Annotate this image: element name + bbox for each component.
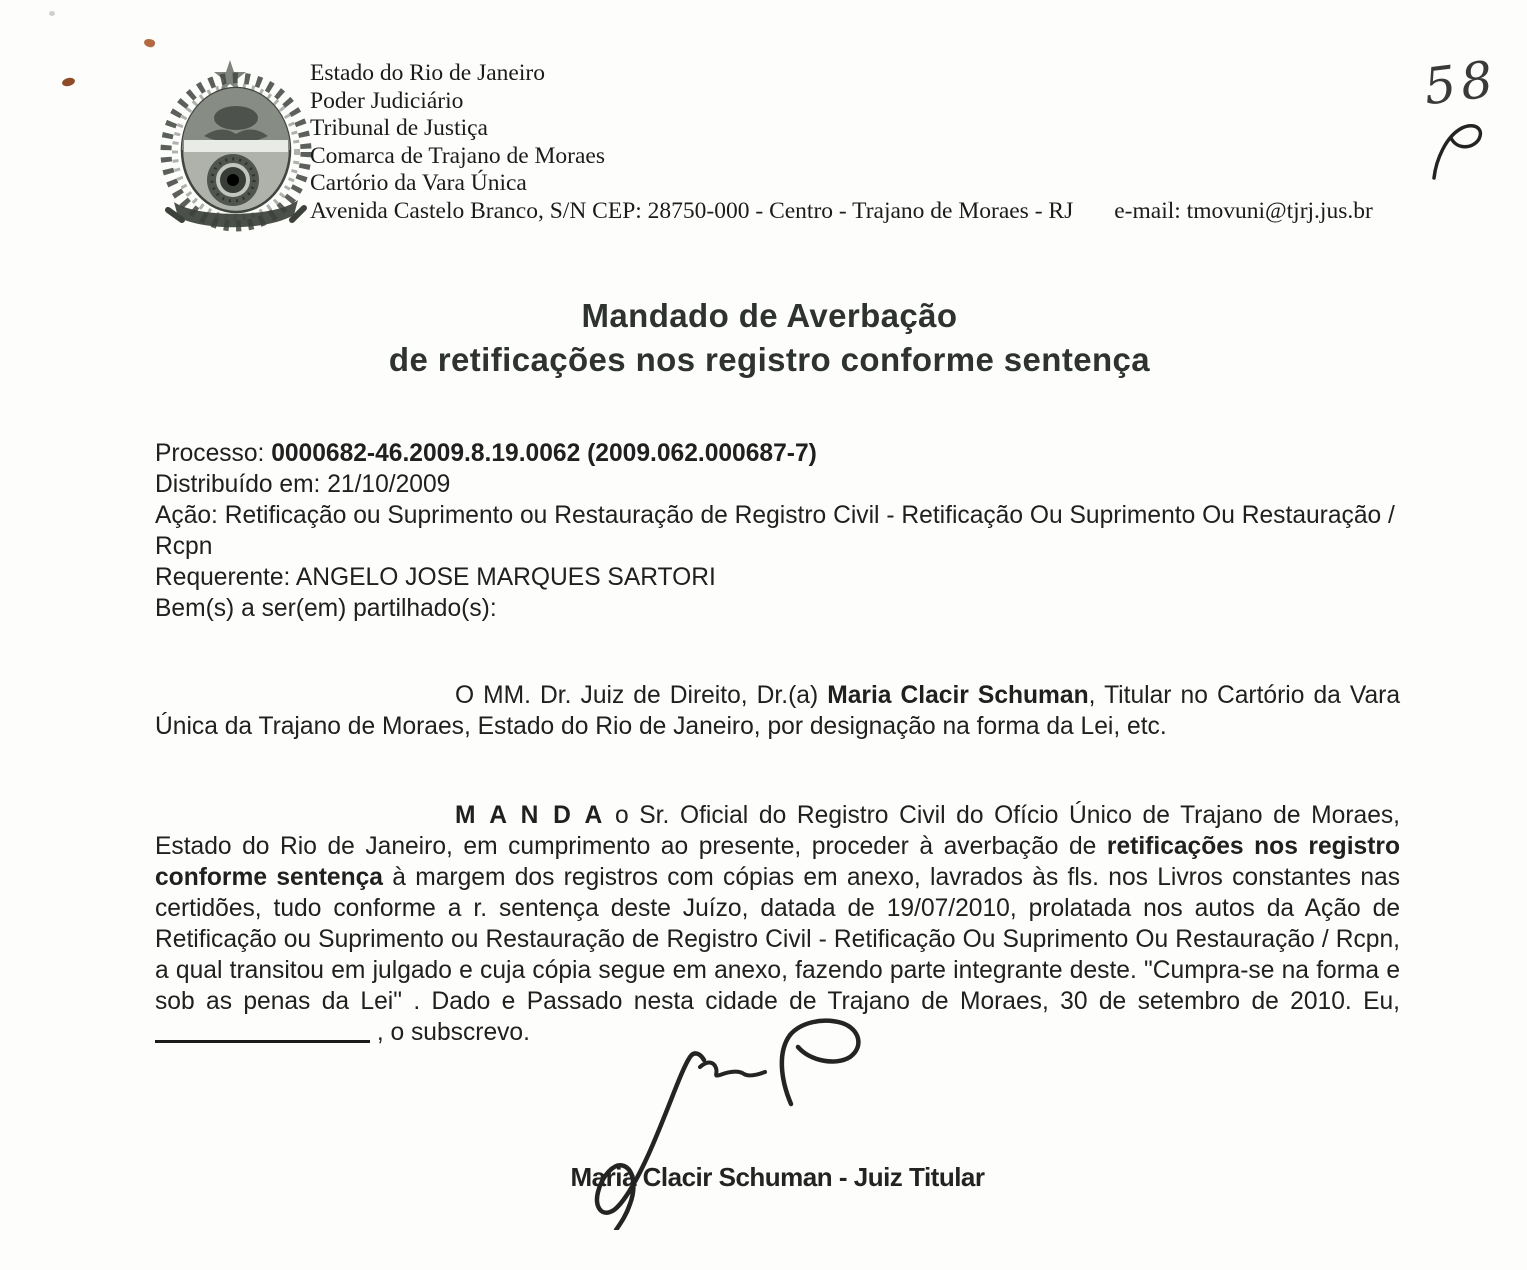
case-info-block [155, 438, 1405, 624]
case-number-label: Processo: [155, 440, 272, 467]
case-number-value: 0000682-46.2009.8.19.0062 (2009.062.000687-7) [271, 440, 817, 467]
judge-name: Maria Clacir Schuman [827, 682, 1089, 709]
judge-intro-after: , Titular no Cartório da Vara Única da Trajano de Moraes, Estado do Rio de Janeiro, por designação na forma da Lei, etc. [155, 682, 1401, 740]
document-subtitle: de retificações nos registro conforme sentença [388, 341, 1151, 378]
letterhead-address: Avenida Castelo Branco, S/N CEP: 28750-000 - Centro - Trajano de Moraes - RJ [310, 197, 1074, 224]
handwritten-page-number: 58 [1420, 49, 1501, 117]
manda-text-1: o Sr. Oficial do Registro Civil do Ofício Único de Trajano de Moraes, Estado do Rio de Janeiro, em cumprimento ao presente, proceder à averbação de [155, 802, 1400, 860]
letterhead-address-line [310, 198, 1373, 226]
case-number-line [155, 438, 1405, 469]
manda-bold-phrase: retificações nos registro conforme sentença [155, 833, 1400, 891]
case-action-line: Ação: Retificação ou Suprimento ou Restauração de Registro Civil - Retificação Ou Suprimento Ou Restauração / Rcpn [155, 502, 1395, 560]
manda-text-2: à margem dos registros com cópias em anexo, lavrados às fls. nos Livros constantes nas certidões, tudo conforme a r. sentença deste Juízo, datada de 19/07/2010, prolatada nos autos da Ação de Retificação ou Suprimento ou Restauração de Registro Civil - Retificação Ou Suprimento Ou Restauração / Rcpn, a qual transitou em julgado e cuja cópia segue em anexo, fazendo parte integrante deste. "Cumpra-se na forma e sob as penas da Lei" . Dado e Passado nesta cidade de Trajano de Moraes, 30 de setembro de 2010. Eu, [155, 864, 1400, 1015]
manda-keyword: M A N D A [455, 802, 605, 829]
letterhead-line: Tribunal de Justiça [310, 115, 488, 142]
scan-speck [61, 77, 76, 88]
court-coat-of-arms-icon [146, 52, 334, 240]
letterhead [310, 60, 1373, 226]
clerk-signature-blank-line [155, 1020, 370, 1043]
judge-intro-before: O MM. Dr. Juiz de Direito, Dr.(a) [455, 682, 828, 709]
handwritten-rubric-icon [1412, 112, 1508, 188]
signature-name-line: Maria Clacir Schuman - Juiz Titular [570, 1162, 985, 1192]
letterhead-line: Comarca de Trajano de Moraes [310, 142, 605, 169]
letterhead-line: Poder Judiciário [310, 87, 464, 114]
judge-intro-paragraph [155, 680, 1400, 742]
scan-speck [49, 11, 55, 16]
letterhead-line: Estado do Rio de Janeiro [310, 60, 545, 86]
letterhead-email: e-mail: tmovuni@tjrj.jus.br [1114, 197, 1373, 224]
manda-text-3: , o subscrevo. [370, 1019, 530, 1046]
letterhead-line: Cartório da Vara Única [310, 170, 527, 197]
manda-paragraph [155, 800, 1400, 1048]
document-title-block [12, 294, 1527, 382]
case-claimant-line: Requerente: ANGELO JOSE MARQUES SARTORI [155, 564, 716, 591]
case-distributed-line: Distribuído em: 21/10/2009 [155, 471, 451, 498]
scan-speck [143, 37, 156, 48]
document-title: Mandado de Averbação [581, 297, 958, 334]
case-assets-line: Bem(s) a ser(em) partilhado(s): [155, 595, 497, 622]
